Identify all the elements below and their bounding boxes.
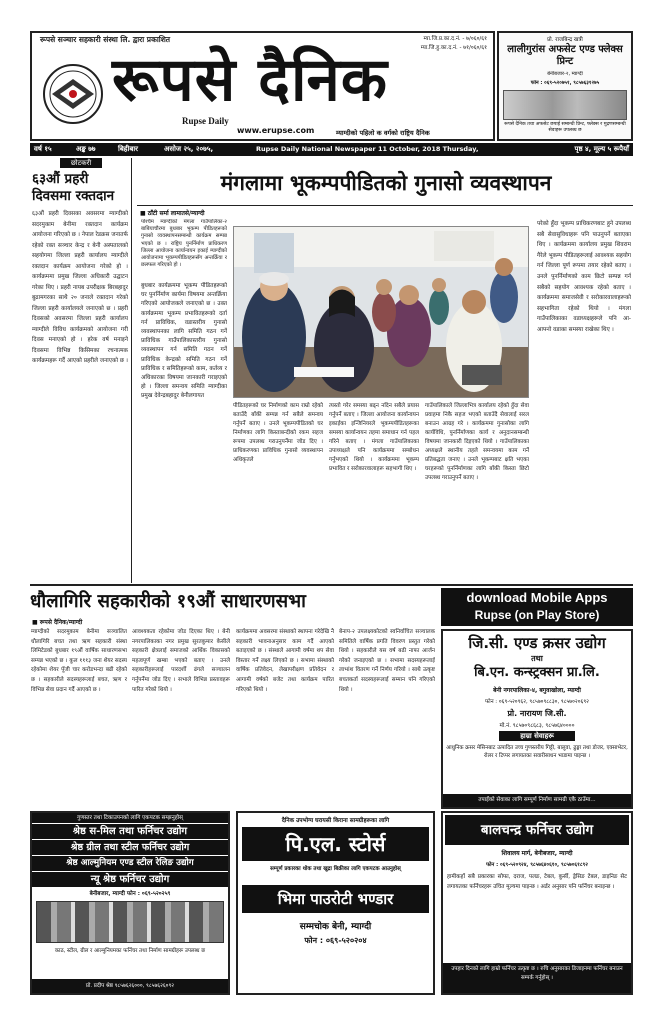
short-news-column	[30, 158, 132, 583]
registration-2: म्या.जि.हु.का.द.नं. - ७१/०६०/६१	[420, 45, 487, 51]
gc-line-2: बि.एन. कन्स्ट्रक्सन प्रा.लि.	[474, 665, 600, 680]
kicker: छोटकरी	[60, 158, 102, 168]
masthead	[30, 31, 495, 141]
day-np: बिहीबार	[118, 145, 139, 153]
pl-phone: फोन : ०६९-५२०२०४	[304, 936, 367, 945]
gc-services: आधुनिक क्रसर मेसिनबाट उत्पादित उच्च गुणस्तरीय गिट्टी, बालुवा, ढुङ्गा तथा डोजर, एक्साभेटर, रोलर र टिप्पर लगायतका सवारीसाधन भाडामा पाइन्छ ।	[446, 745, 628, 759]
gc-address: बेनी नगरपालिका-४, बगुवाखोला, म्याग्दी	[493, 687, 581, 694]
main-col-3: पीडितहरूको घर निर्माणको काम राम्रो रहेको बताउँदै बाँकी सम्पन्न गर्न सबैले समन्वय गर्नुपर्ने बताए । उनले भूकम्पपीडितको घर निर्माणका लागि किस्ताबन्दीको रकम सहज रूपमा उपलब्ध गराउनुपर्नेमा जोड दिए । प्राधिकरणका प्राविधिक गुनासो व्यवस्थापन अधिकृतले	[233, 403, 323, 463]
dhaulagiri-col-2: आवश्यकता रहेकोमा जोड दिएका थिए । बेनी नगरपालिकाका नगर प्रमुख सुरतकुमार केसीले सहकारी क्षेत्रलाई समाजको आर्थिक विकासको महत्वपूर्ण खम्बा भएको बताए । उनले सहकारीहरूलाई पारदर्शी ढंगले सञ्चालन गर्नुपर्नेमा जोड दिए । सभाले विभिन्न प्रस्तावहरू पारित गरेको थियो ।	[132, 629, 230, 693]
pages-price: पृष्ठ ४, मूल्य ५ रूपैयाँ	[574, 145, 629, 153]
gc-phones-1: फोन : ०६९-५२०९६२, ९८५७०९८८३०, ९८५७०२०६९२	[485, 699, 589, 705]
pl-address: सम्मचोक बेनी, म्याग्दी	[299, 922, 372, 932]
gc-line-1: जि.सी. एण्ड क्रसर उद्योग	[468, 634, 606, 652]
shrestha-line-1: श्रेष्ठ स-मिल तथा फर्निचर उद्योग	[32, 824, 228, 839]
main-byline: ■ ठाँटी सर्मा लामातसे/म्याग्दी	[140, 210, 205, 217]
main-col-4: त्यस्तो गरेर समस्या बढ्न नदिन सबैले प्रयास गर्नुपर्ने बताए । जिल्ला आयोजना कार्यान्वयन इकाईका इन्जिनियरले भूकम्पपीडितहरूका समस्या कार्यान्वयन तहमा समाधान गर्न पहल गरिने बताए । मंगला गाउँपालिकाका उपाध्यक्षले पनि कार्यक्रममा सम्बोधन गर्नुभएको थियो । कार्यक्रममा भूकम्प प्रभावित र सरोकारवालाहरू सहभागी थिए ।	[329, 403, 419, 472]
headline-rule	[137, 205, 633, 206]
left-headline: ६३औं प्रहरी दिवसमा रक्तदान	[32, 171, 115, 204]
gc-proprietor: प्रो. नारायण जि.सी.	[507, 709, 567, 718]
shrestha-line-4: न्यू श्रेष्ठ फर्निचर उद्योग	[32, 872, 228, 887]
website-link[interactable]: www.erupse.com	[237, 126, 315, 135]
registration-1: म्या.जि.प्र.का.द.नं. - ७/०६०/६१	[423, 36, 487, 42]
main-col-5: गाउँपालिकाले जिल्लाभित्र कार्यालय रहेको हुँदा सेवा प्रवाहमा निकै सहज भएको बताउँदै सेवालाई सरल बनाउन आग्रह गरे । कार्यक्रममा गुनासोका लागि कार्यविधि, पुनर्निर्माणका कार्य र अनुदानसम्बन्धी विषयमा जानकारी दिइएको थियो । गाउँपालिकाका अध्यक्षले स्थानीय तहले समन्वयमा काम गर्ने प्रतिबद्धता जनाए । उनले भूकम्पबाट क्षति भएका घरहरूको पुनर्निर्माणका लागि बाँकी किस्ता छिटो उपलब्ध गराउनुपर्ने बताए ।	[425, 403, 529, 481]
newspaper-title: रूपसे दैनिक	[112, 45, 388, 115]
dhaulagiri-byline: ■ रूपसे दैनिक/म्याग्दी	[32, 619, 83, 626]
dhaulagiri-headline: धौलागिरि सहकारीको १९औं साधारणसभा	[30, 591, 306, 612]
date-np: असोज २५, २०७५,	[164, 145, 214, 153]
pl-top: दैनिक उपभोग्य घरायसी किराना सामग्रीहरूका लागि	[281, 818, 390, 824]
shrestha-line-2: श्रेष्ठ ग्रील तथा स्टील फर्निचर उद्योग	[32, 840, 228, 855]
ad-equipment-image	[503, 90, 627, 120]
ad-top-label: प्रो. राजबिन्द्र खत्री	[547, 37, 583, 43]
dateline-center: Rupse Daily National Newspaper 11 October, 2018 Thursday,	[256, 145, 479, 153]
balchandra-furniture-ad	[441, 811, 633, 995]
balchandra-title: बालचन्द्र फर्निचर उद्योग	[445, 815, 629, 845]
pl-name: पि.एल. स्टोर्स	[242, 827, 429, 861]
gc-mid: तथा	[531, 654, 543, 663]
gc-services-title: हाम्रा सेवाहरू	[499, 731, 575, 741]
left-body: ६३औं प्रहरी दिवसका अवसरमा म्याग्दीको सदरमुकाम बेनीमा रक्तदान कार्यक्रम आयोजना गरिएको छ । नेपाल रेडक्रस जनातर्फ रहेको रक्त सञ्चार केन्द्र र बेनी अस्पतालको सहयोगमा जिल्ला प्रहरी कार्यालय म्याग्दीले रक्तदान कार्यक्रम आयोजना गरेको हो । कार्यक्रममा प्रमुख जिल्ला अधिकारी उद्घाटन गरेका थिए । प्रहरी नायब उपरीक्षक बिरबहादुर बुढामगरका साथै २० जनाले रक्तदान गरेको जिल्ला प्रहरी कार्यालयले जनाएको छ । प्रहरी दिवसको अवसरमा जिल्ला प्रहरी कार्यालय म्याग्दीले विविध कार्यक्रमको आयोजना गरी दिवस मनाएको हो । हरेक वर्ष मनाइने दिवसमा विभिन्न किसिमका रचनात्मक कार्यक्रमहरू गर्दै आएको प्रहरीले जनाएको छ ।	[32, 211, 128, 364]
gc-phones-2: मो.नं. ९८५७०९८६८३, ९८५७६४००००	[499, 723, 575, 729]
shrestha-furniture-ad	[30, 811, 230, 995]
ad-phone: फोन : ०६९-५२०७५१, ९८५७६३१२७५	[530, 80, 600, 86]
mobile-app-banner[interactable]	[441, 588, 633, 626]
dateline-bar	[30, 143, 633, 156]
app-banner-line-1: download Mobile Apps	[466, 590, 608, 605]
dhaulagiri-col-1: म्याग्दीको सदरमुकाम बेनीमा सञ्चालित धौलागिरि बचत तथा ऋण सहकारी संस्था लिमिटेडको बुधबार १९औं वार्षिक साधारणसभा सम्पन्न भएको छ । कुल १११३ जना शेयर सदस्य रहेकोमा शेयर पूँजी चार करोडभन्दा बढी रहेको छ । सहकारीले सदस्यहरूलाई बचत, ऋण र विभिन्न सेवा प्रदान गर्दै आएको छ ।	[31, 629, 127, 693]
shrestha-address: बेनीबजार, म्याग्दी फोन : ०६९-५२०२५९	[89, 891, 171, 897]
issue: अङ्क ७७	[76, 145, 96, 153]
volume: वर्ष १५	[34, 145, 52, 153]
masthead-logo	[38, 63, 108, 125]
pl-name-2: भिमा पाउरोटी भण्डार	[242, 885, 429, 913]
balchandra-footer: उपहार दिनको लागि हाम्रो फर्निचर उत्कृष्ट छ । रुचि अनुसारका डिजाइनमा फर्निचर बनाउन सम्पर्क गर्नुहोस् ।	[443, 963, 631, 993]
shrestha-products-image	[36, 901, 224, 943]
publisher-line: रूपसे सञ्चार सहकारी संस्था लि. द्वारा प्रकाशित	[40, 35, 171, 44]
main-headline: मंगलामा भूकम्पपीडितको गुनासो व्यवस्थापन	[220, 171, 552, 195]
printing-press-ad	[497, 31, 633, 141]
ad-note: रूपसे दैनिक तथा अफसेट छपाई सम्बन्धी प्रिन्ट, फ्लेक्स र मुद्रणसम्बन्धी सेवाहरू उपलब्ध छ	[504, 122, 626, 133]
balchandra-body: हामीकहाँ सबै प्रकारका सोफा, दराज, पलङ, टेबल, कुर्सी, ड्रेसिङ टेबल, डाइनिङ सेट लगायतका फर्निचरहरू उचित मूल्यमा पाइन्छ । अर्डर अनुसार पनि फर्निचर बनाइन्छ ।	[447, 874, 627, 890]
main-col-6: परेको हुँदा भूकम्प प्राधिकरणबाट हुने उपलब्ध सबै सेवासुविधाहरू पनि पाउनुपर्ने बताएका थिए । कार्यक्रममा कार्यालय प्रमुख शिवराम गैरेले भूकम्प पीडितहरूलाई आवश्यक सहयोग गर्न जिल्ला पूर्ण रूपमा तयार रहेको बताए । उनले पुनर्निर्माणको काम छिटो सम्पन्न गर्न सबैको सहयोग आवश्यक रहेको बताए । कार्यक्रममा समाजसेवी र सरोकारवालाहरूको सहभागिता रहेको थियो । मंगला गाउँपालिकाका वडाध्यक्षहरूले पनि आ-आफ्नो वडाका समस्या राखेका थिए ।	[537, 221, 631, 333]
shrestha-proprietor: प्रो. प्रदीप श्रेष्ठ ९८५७६२६०००, ९८५७६२६०९२	[32, 979, 228, 993]
pl-sub: सम्पूर्ण प्रकारका थोक तथा खुद्रा बिक्रीका लागि एकपटक आउनुहोस्	[270, 866, 401, 872]
gc-note: तपाईंको सेवाका लागि सम्पूर्ण निर्माण सामग्री एकै ठाउँमा...	[443, 794, 631, 807]
dhaulagiri-col-4: बेनाप-२ उपलक्ष्यकोटको स्वनिर्वाचित सञ्चालक समितिले वार्षिक प्रगति विवरण प्रस्तुत गरेको थियो । सहकारीले यस वर्ष बढी नाफा आर्जन गरेको जनाइएको छ । सभामा सदस्यहरूलाई लाभांश वितरण गर्ने निर्णय गरियो । साथै उत्कृष्ट बचतकर्ता सदस्यहरूलाई सम्मान पनि गरिएको थियो ।	[339, 629, 435, 693]
newspaper-subtitle: Rupse Daily	[182, 116, 229, 126]
meeting-photo	[233, 226, 529, 398]
main-col-1: पश्चिम म्याग्दीको मंगला गाउँपालिका-२ बाबियाचौरमा बुधबार भूकम्प पीडितहरूको गुनासो व्यवस्थापनसम्बन्धी कार्यक्रम सम्पन्न भएको छ । राष्ट्रिय पुनर्निर्माण प्राधिकरण जिल्ला आयोजना कार्यान्वयन इकाई म्याग्दीको आयोजनामा भूकम्पपीडितहरूसँग अन्तर्क्रिया र छलफल गरिएको हो ।	[141, 219, 227, 269]
dhaulagiri-col-3: कार्यक्रममा अवसरमा संस्थाको स्थापना गरेदेखि नै सहकारी भावनाअनुसार काम गर्दै आएको बताइएको छ । संस्थाले आगामी वर्षमा थप सेवा विस्तार गर्ने लक्ष्य लिएको छ । सभामा संस्थाको वार्षिक प्रतिवेदन, लेखापरीक्षण प्रतिवेदन र आगामी वर्षको बजेट तथा कार्यक्रम पारित गरिएको थियो ।	[236, 629, 334, 693]
shrestha-items: काठ, स्टील, ग्रील र आल्मुनियमका फर्निचर तथा निर्माण सामग्रीहरू उपलब्ध छ	[54, 948, 206, 954]
balchandra-address: शिवालय मार्ग, बेनीबजार, म्याग्दी	[501, 850, 573, 857]
shrestha-top: गुणस्तर तथा टिकाउपनको लागि एकपटक सम्झनुहोस्	[32, 813, 228, 823]
tagline: म्याग्दीको पहिलो क वर्गको राष्ट्रिय दैनिक	[336, 129, 430, 137]
main-col-2: बुधबार कार्यक्रममा भूकम्प पीडितहरूको घर पुनर्निर्माण कार्यमा विषयमा अन्तर्क्रिया गरिएको आयोजकले जनाएको छ । उक्त कार्यक्रममा भूकम्प प्रभावितहरूको दर्ता गर्न प्राविधिक, वडास्तरीय गुनासो व्यवस्थापनका लागि समिति गठन गर्ने प्राविधिक गाउँपालिकास्तरीय गुनासो व्यवस्थापन गर्न समिति गठन गर्ने प्राविधिक केन्द्रको समिति गठन गर्ने प्राविधिक र समितिहरूको काम, कर्तव्य र अधिकारका विषयमा जानकारी गराइएको हो । जिल्ला समन्वय समिति म्याग्दीका प्रमुख देवेन्द्रबहादुर बेनीलगायत	[141, 283, 227, 400]
shrestha-line-3: श्रेष्ठ आल्मुनियम एण्ड स्टील रेलिङ उद्योग	[32, 856, 228, 871]
gc-crusher-ad	[441, 629, 633, 809]
section-divider	[30, 584, 633, 586]
pl-stores-ad	[236, 811, 435, 995]
balchandra-phone: फोन : ०६९-५२०९२४, ९८५७६४०६१०, ९८५७०६१८९२	[486, 862, 588, 868]
ad-press-name: लालीगुरांस अफसेट एण्ड फ्लेक्स प्रिन्ट	[507, 44, 623, 67]
ad-address: बेनीबजार-२, म्याग्दी	[547, 71, 583, 77]
app-banner-line-2: Rupse (on Play Store)	[474, 608, 600, 622]
